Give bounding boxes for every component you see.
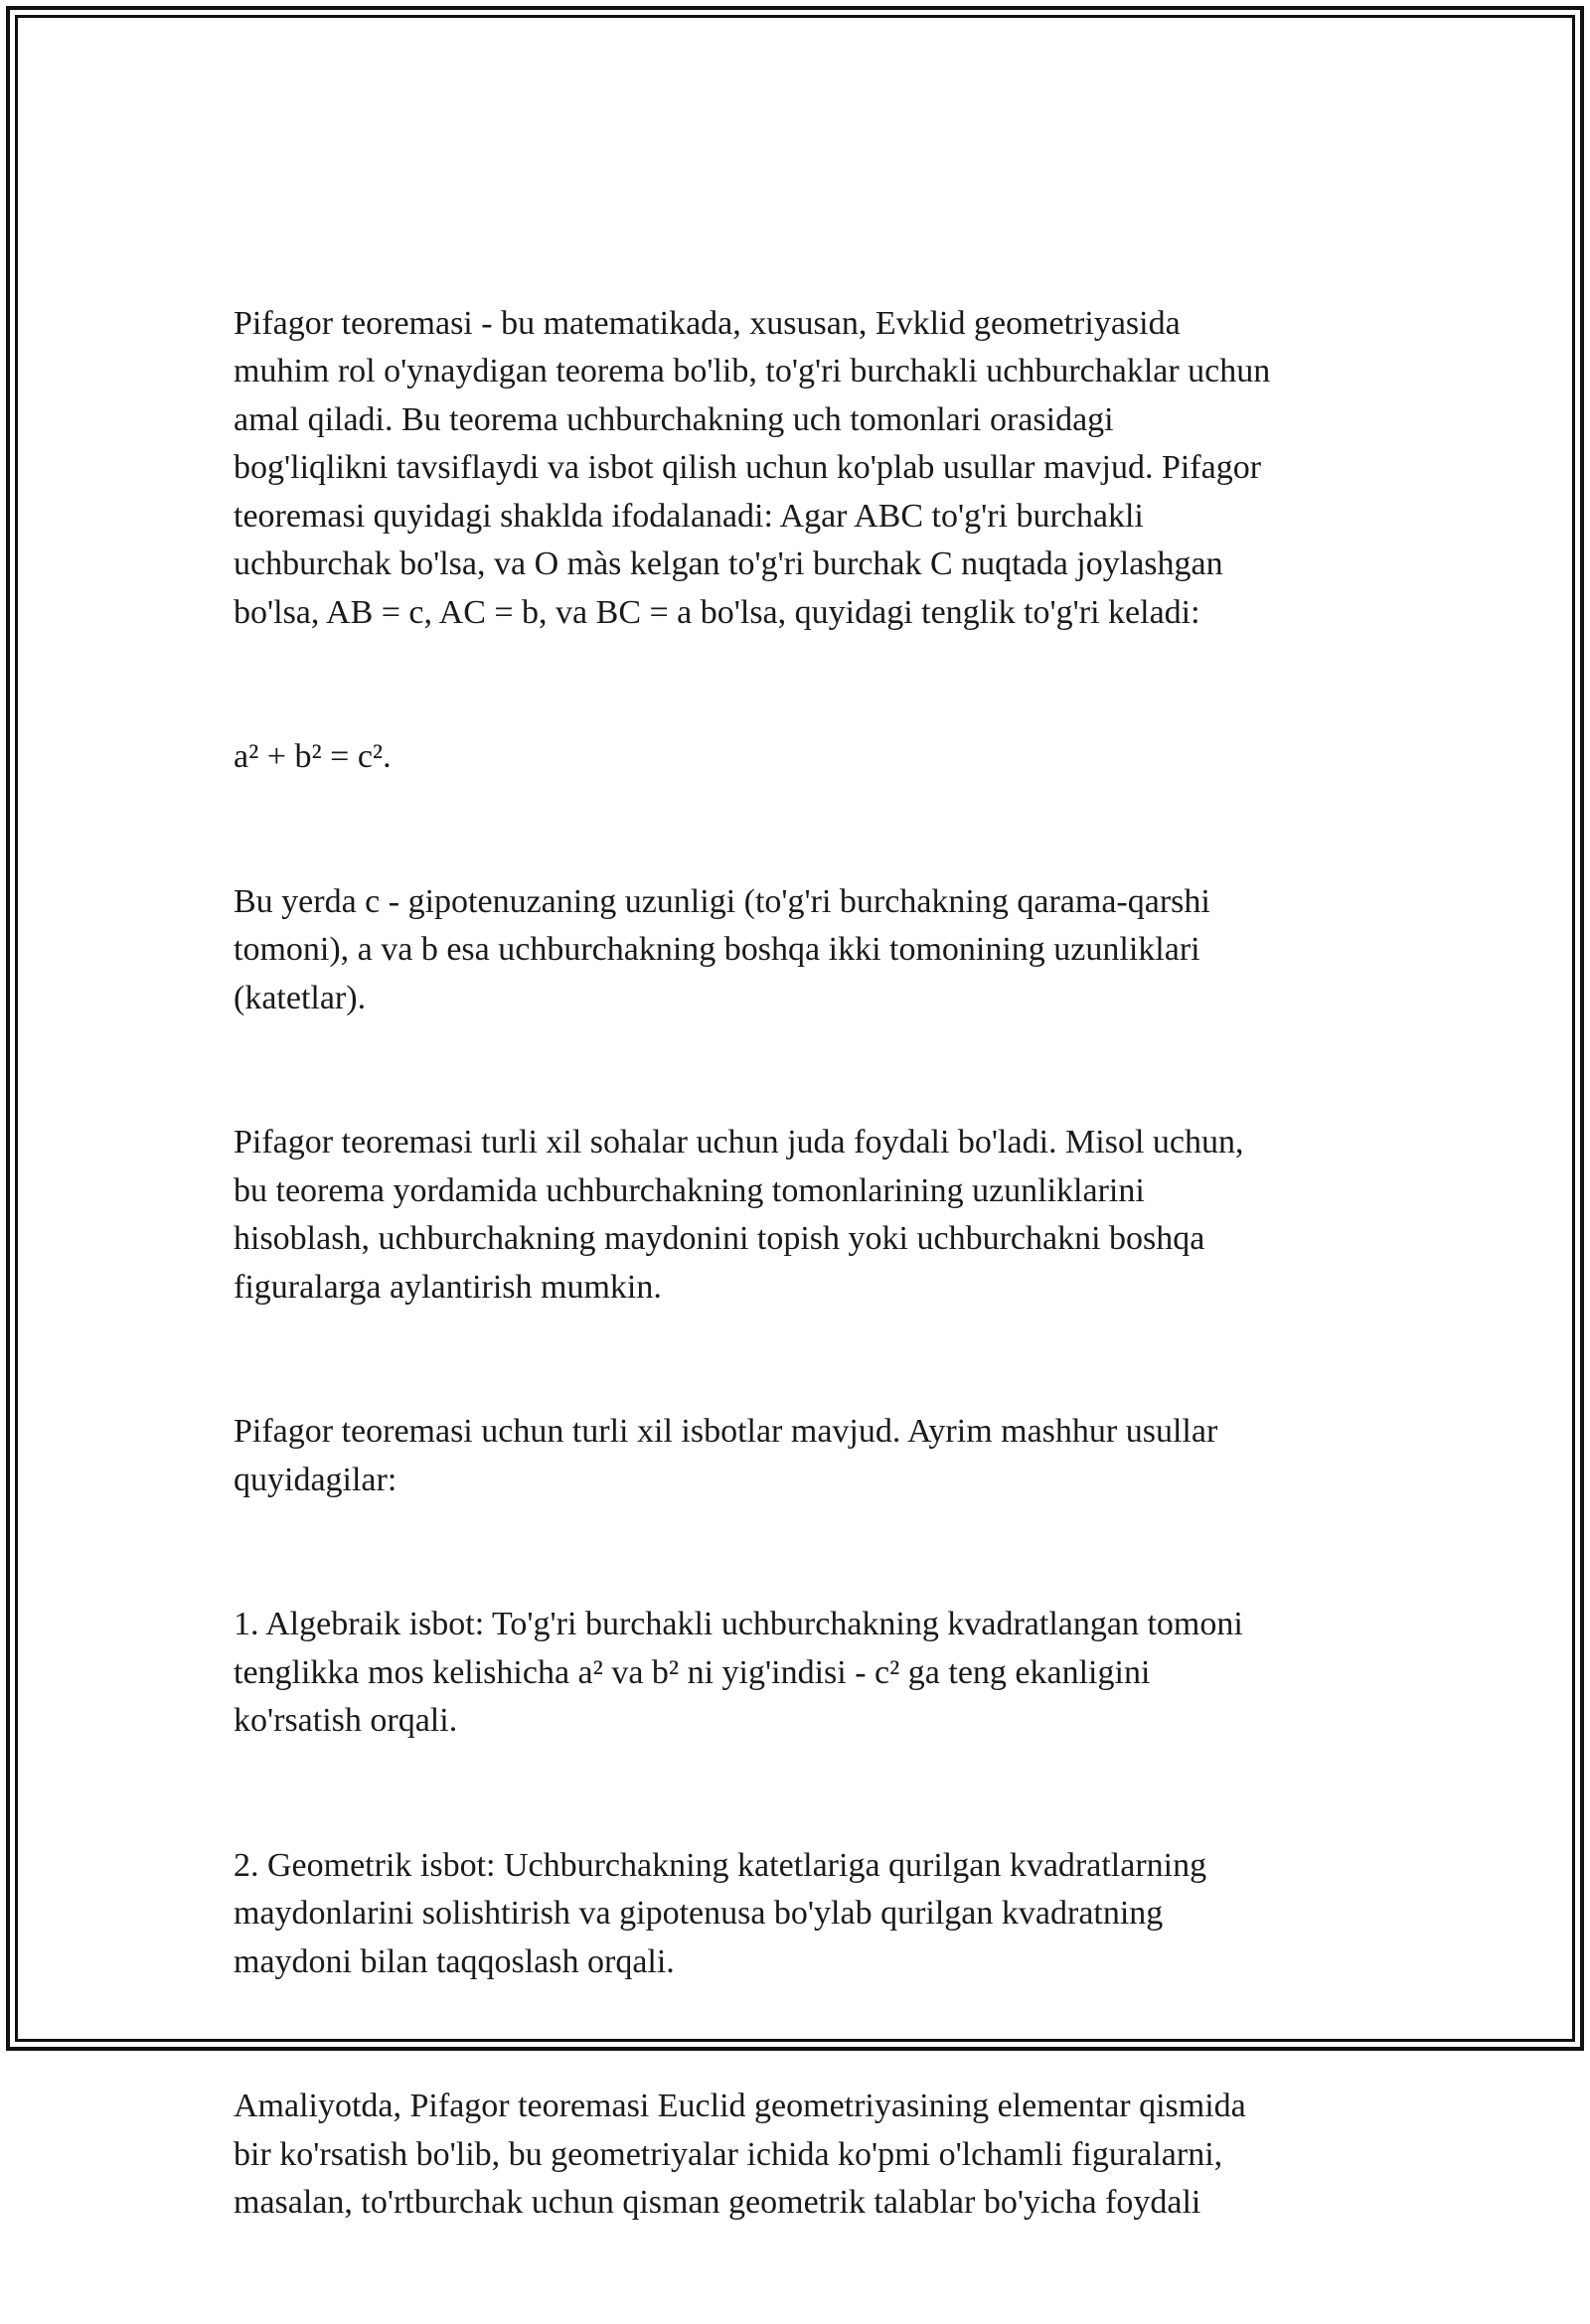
paragraph-applications: Pifagor teoremasi turli xil sohalar uchun juda foydali bo'ladi. Misol uchun, bu teorema yordamida uchburchakning tomonlarining uzunliklarini hisoblash, uchburchakning maydonini topish yoki uchburchakni boshqa figuralarga aylantirish mumkin. [234,1124,1244,1306]
paragraph-practice: Amaliyotda, Pifagor teoremasi Euclid geometriyasining elementar qismida bir ko'rsatish bo'lib, bu geometriyalar ichida ko'pmi o'lchamli figuralarni, masalan, to'rtburchak uchun qisman geometrik talablar bo'yicha foydali [234,2088,1246,2221]
document-body [234,251,1376,2324]
paragraph-formula: a² + b² = c². [234,738,392,775]
paragraph-explanation: Bu yerda c - gipotenuzaning uzunligi (to'g'ri burchakning qarama-qarshi tomoni), a va b esa uchburchakning boshqa ikki tomonining uzunliklari (katetlar). [234,882,1210,1016]
paragraph-geometric-proof: 2. Geometrik isbot: Uchburchakning katetlariga qurilgan kvadratlarning maydonlarini solishtirish va gipotenusa bo'ylab qurilgan kvadratning maydoni bilan taqqoslash orqali. [234,1846,1207,1980]
paragraph-intro: Pifagor teoremasi - bu matematikada, xususan, Evklid geometriyasida muhim rol o'ynaydigan teorema bo'lib, to'g'ri burchakli uchburchaklar uchun amal qiladi. Bu teorema uchburchakning uch tomonlari orasidagi bog'liqlikni tavsiflaydi va isbot qilish uchun ko'plab usullar mavjud. Pifagor teoremasi quyidagi shaklda ifodalanadi: Agar ABC to'g'ri burchakli uchburchak bo'lsa, va O màs kelgan to'g'ri burchak C nuqtada joylashgan bo'lsa, AB = c, AC = b, va BC = a bo'lsa, quyidagi tenglik to'g'ri keladi: [234,304,1271,631]
paragraph-algebraic-proof: 1. Algebraik isbot: To'g'ri burchakli uchburchakning kvadratlangan tomoni tenglikka mos kelishicha a² va b² ni yig'indisi - c² ga teng ekanligini ko'rsatish orqali. [234,1606,1243,1739]
paragraph-proofs-intro: Pifagor teoremasi uchun turli xil isbotlar mavjud. Ayrim mashhur usullar quyidagilar: [234,1413,1218,1498]
